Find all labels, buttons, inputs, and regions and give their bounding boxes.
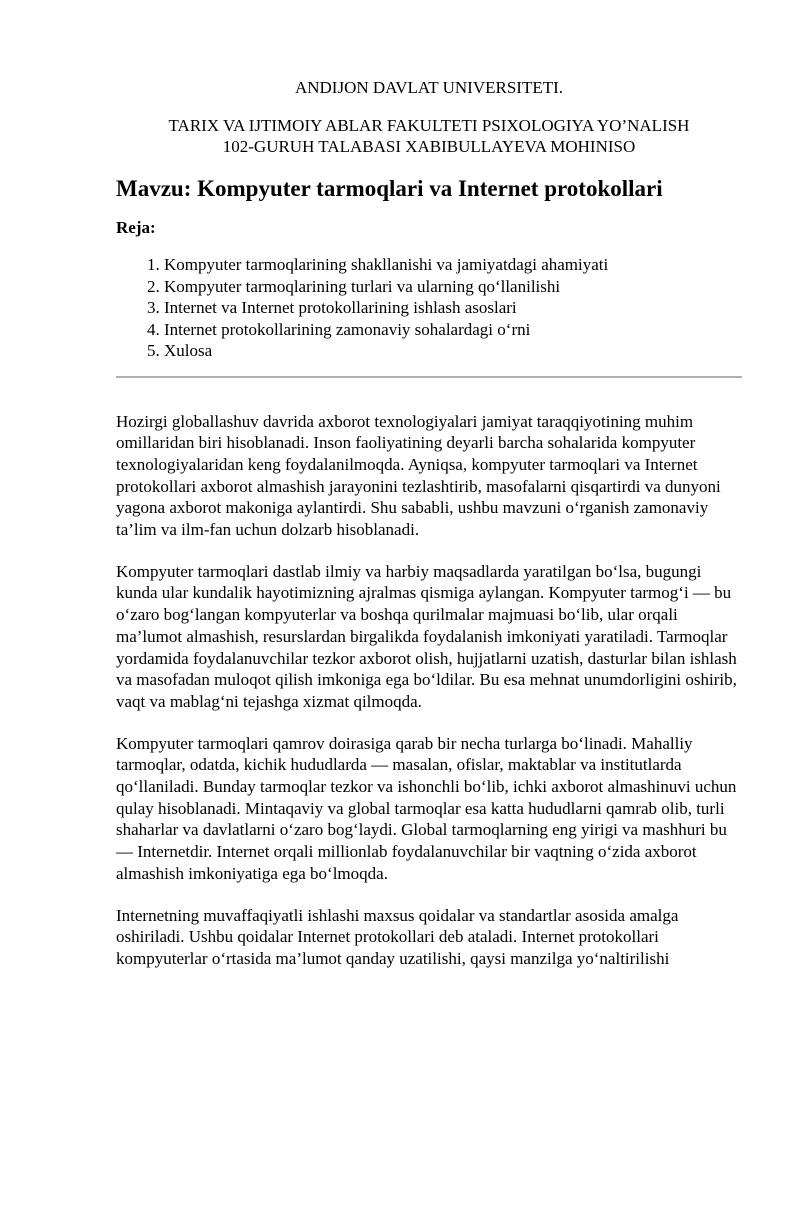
document-title: Mavzu: Kompyuter tarmoqlari va Internet protokollari: [116, 176, 663, 201]
body-paragraph: Internetning muvaffaqiyatli ishlashi maxsus qoidalar va standartlar asosida amalga oshiriladi. Ushbu qoidalar Internet protokollari deb ataladi. Internet protokollari kompyuterlar o‘rtasida ma’lumot qanday uzatilishi, qaysi manzilga yo‘naltirilishi: [116, 905, 679, 968]
plan-item: 1. Kompyuter tarmoqlarining shakllanishi va jamiyatdagi ahamiyati: [164, 254, 742, 276]
plan-item: 5. Xulosa: [164, 340, 742, 362]
document-page: [0, 77, 800, 1208]
plan-item: 4. Internet protokollarining zamonaviy sohalardagi o‘rni: [164, 319, 742, 341]
body-paragraph: Kompyuter tarmoqlari qamrov doirasiga qarab bir necha turlarga bo‘linadi. Mahalliy tarmoqlar, odatda, kichik hududlarda — masalan, ofislar, maktablar va institutlarda qo‘llaniladi. Bunday tarmoqlar tezkor va ishonchli bo‘lib, ichki axborot almashinuvi uchun qulay hisoblanadi. Mintaqaviy va global tarmoqlar esa katta hududlarni qamrab olib, turli shaharlar va davlatlarni o‘zaro bog‘laydi. Global tarmoqlarning eng yirigi va mashhuri bu — Internetdir. Internet orqali millionlab foydalanuvchilar bir vaqtning o‘zida axborot almashish imkoniyatiga ega bo‘lmoqda.: [116, 733, 737, 883]
section-divider: [116, 376, 742, 378]
plan-heading: Reja:: [116, 218, 156, 237]
faculty-line-1: TARIX VA IJTIMOIY ABLAR FAKULTETI PSIXOLOGIYA YO’NALISH: [168, 116, 690, 135]
faculty-line-2: 102-GURUH TALABASI XABIBULLAYEVA MOHINISO: [222, 137, 636, 156]
body-paragraph: Kompyuter tarmoqlari dastlab ilmiy va harbiy maqsadlarda yaratilgan bo‘lsa, bugungi kunda ular kundalik hayotimizning ajralmas qismiga aylangan. Kompyuter tarmog‘i — bu o‘zaro bog‘langan kompyuterlar va boshqa qurilmalar majmuasi bo‘lib, ular orqali ma’lumot almashish, resurslardan birgalikda foydalanish imkoniyati yaratiladi. Tarmoqlar yordamida foydalanuvchilar tezkor axborot olish, hujjatlarni uzatish, dasturlar bilan ishlash va masofadan muloqot qilish imkoniga ega bo‘ldilar. Bu esa mehnat unumdorligini oshirib, vaqt va mablag‘ni tejashga xizmat qilmoqda.: [116, 561, 737, 711]
body-paragraph: Hozirgi globallashuv davrida axborot texnologiyalari jamiyat taraqqiyotining muhim omillaridan biri hisoblanadi. Inson faoliyatining deyarli barcha sohalarida kompyuter texnologiyalaridan keng foydalanilmoqda. Ayniqsa, kompyuter tarmoqlari va Internet protokollari axborot almashish jarayonini tezlashtirib, masofalarni qisqartirdi va dunyoni yagona axborot makoniga aylantirdi. Shu sababli, ushbu mavzuni o‘rganish zamonaviy ta’lim va ilm-fan uchun dolzarb hisoblanadi.: [116, 411, 721, 540]
faculty-info: [116, 115, 742, 157]
plan-item: 2. Kompyuter tarmoqlarining turlari va ularning qo‘llanilishi: [164, 276, 742, 298]
plan-item: 3. Internet va Internet protokollarining ishlash asoslari: [164, 297, 742, 319]
plan-list: [116, 254, 742, 362]
university-name: ANDIJON DAVLAT UNIVERSITETI.: [294, 78, 564, 97]
